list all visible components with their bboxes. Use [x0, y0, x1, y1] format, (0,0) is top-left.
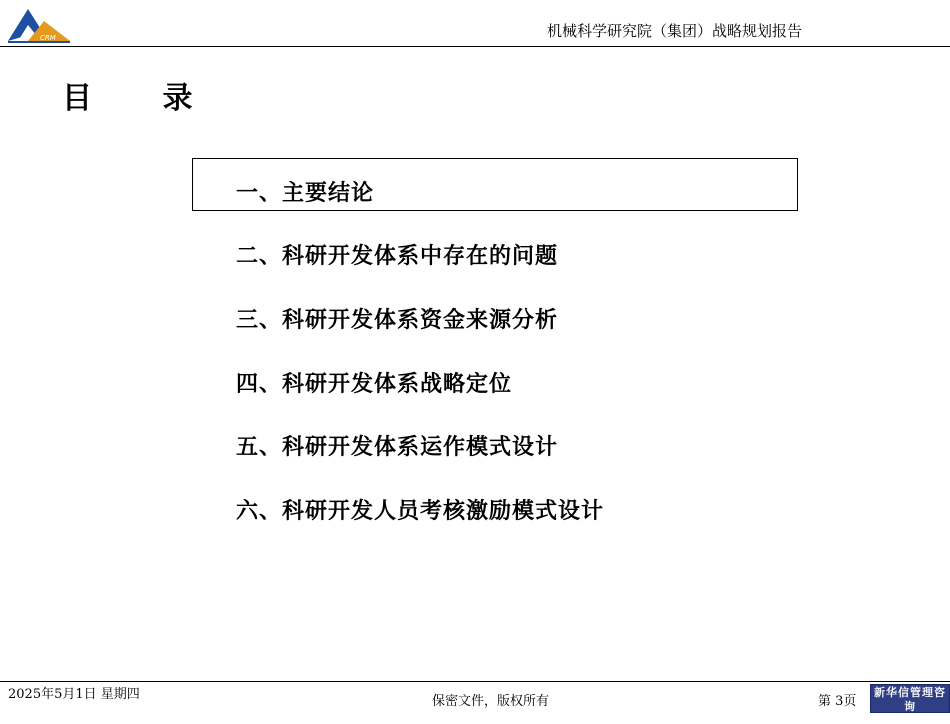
sinotrust-logo	[870, 684, 950, 723]
toc-item-conclusions[interactable]: 一、主要结论	[236, 180, 375, 206]
badge-english-name: SINOTRUST	[875, 714, 945, 723]
footer-divider	[0, 681, 950, 682]
toc-item-operation-model[interactable]: 五、科研开发体系运作模式设计	[236, 434, 559, 460]
company-logo-icon	[6, 5, 72, 45]
header-divider	[0, 46, 950, 47]
badge-chinese-name: 新华信管理咨询	[874, 686, 946, 713]
toc-item-positioning[interactable]: 四、科研开发体系战略定位	[236, 371, 513, 397]
toc-item-funding[interactable]: 三、科研开发体系资金来源分析	[236, 307, 559, 333]
footer-date: 2025年5月1日 星期四	[8, 687, 140, 702]
toc-heading: 目 录	[62, 81, 223, 116]
logo-text: CRM	[40, 34, 56, 42]
page-number: 第 3页	[818, 694, 857, 709]
toc-item-incentive-model[interactable]: 六、科研开发人员考核激励模式设计	[236, 498, 605, 524]
toc-item-problems[interactable]: 二、科研开发体系中存在的问题	[236, 243, 559, 269]
confidential-notice: 保密文件，版权所有	[432, 694, 550, 709]
report-title: 机械科学研究院（集团）战略规划报告	[546, 22, 802, 40]
